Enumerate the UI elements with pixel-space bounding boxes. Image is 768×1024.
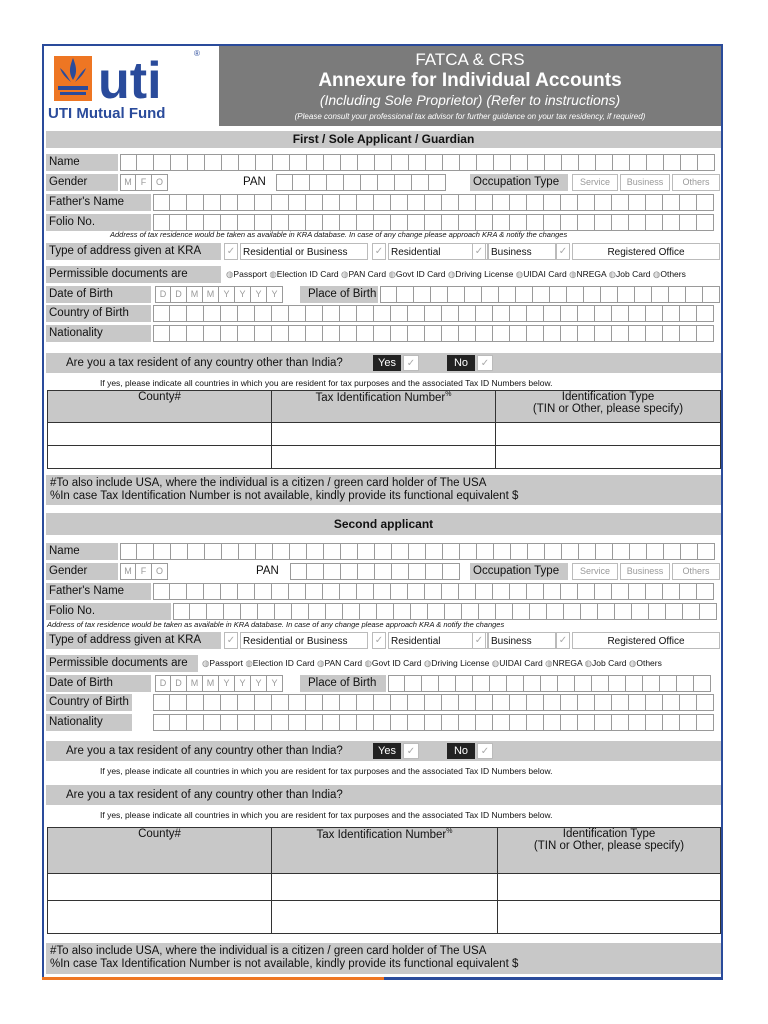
s2-addr-chk4[interactable]: ✓: [556, 632, 570, 649]
logo-wordmark: uti: [98, 52, 162, 110]
doc-election: Election ID Card: [276, 269, 339, 279]
s2-row2-tin[interactable]: [272, 901, 498, 934]
s1-perm-label: Permissible documents are: [46, 266, 221, 283]
s2-addr-chk1[interactable]: ✓: [224, 632, 238, 649]
s2-folio-label: Folio No.: [46, 603, 171, 620]
s1-addr-chk1[interactable]: ✓: [224, 243, 238, 260]
registered-mark: ®: [194, 49, 200, 58]
s1-doc-list: ◍Passport ◍Election ID Card ◍PAN Card ◍Govt ID Card ◍Driving License ◍UIDAI Card ◍NREGA ◍Job Card ◍Others: [226, 269, 686, 279]
s2-cob-label: Country of Birth: [46, 694, 132, 711]
s2-addr-bus: Business: [488, 632, 556, 649]
s2-addr-chk3[interactable]: ✓: [472, 632, 486, 649]
s2-row1-tin[interactable]: [272, 874, 498, 901]
s2-pob-label: Place of Birth: [300, 675, 386, 692]
s2-name-label: Name: [46, 543, 118, 560]
s2-ifyes-repeat: If yes, please indicate all countries in which you are resident for tax purposes and the associated Tax ID Numbers below.: [100, 810, 553, 820]
s1-dob-label: Date of Birth: [46, 286, 151, 303]
s2-gender-label: Gender: [46, 563, 118, 580]
s1-notes: [46, 475, 721, 505]
s1-occ-service[interactable]: Service: [572, 174, 618, 191]
s1-row2-type[interactable]: [496, 446, 721, 469]
s1-row2-tin[interactable]: [272, 446, 496, 469]
doc-pan: PAN Card: [348, 269, 387, 279]
s1-occupation-label: Occupation Type: [470, 174, 568, 191]
s1-addr-bus: Business: [488, 243, 556, 260]
section1-title: First / Sole Applicant / Guardian: [46, 131, 721, 148]
s1-cob-field[interactable]: [153, 305, 714, 322]
s1-tin-table: [47, 390, 721, 469]
s1-addr-chk3[interactable]: ✓: [472, 243, 486, 260]
s2-occ-service[interactable]: Service: [572, 563, 618, 580]
s2-nationality-field[interactable]: [153, 714, 714, 731]
s2-yes-check[interactable]: ✓: [403, 743, 419, 759]
s1-addr-chk4[interactable]: ✓: [556, 243, 570, 260]
s1-row1-type[interactable]: [496, 423, 721, 446]
s1-row1-tin[interactable]: [272, 423, 496, 446]
s1-pan-label: PAN: [243, 176, 266, 188]
gender-f[interactable]: F: [136, 174, 152, 191]
s1-addr-res-bus: Residential or Business: [240, 243, 368, 260]
s2-ifyes: If yes, please indicate all countries in which you are resident for tax purposes and the associated Tax ID Numbers below.: [100, 766, 553, 776]
s2-occ-business[interactable]: Business: [620, 563, 670, 580]
s1-name-field[interactable]: [120, 154, 715, 171]
s2-pob-field[interactable]: [388, 675, 711, 692]
s1-cob-label: Country of Birth: [46, 305, 151, 322]
s1-col-tin: Tax Identification Number%: [272, 391, 496, 423]
s1-father-field[interactable]: [153, 194, 714, 211]
bottom-stripe-blue: [384, 977, 723, 980]
s1-dob-field[interactable]: D D M M Y Y Y Y: [155, 286, 283, 303]
s2-father-label: Father's Name: [46, 583, 151, 600]
s1-yes-label: Yes: [373, 355, 401, 371]
s1-folio-label: Folio No.: [46, 214, 151, 231]
s2-row2-type[interactable]: [498, 901, 721, 934]
bottom-stripe-orange: [42, 977, 384, 980]
doc-govt: Govt ID Card: [395, 269, 446, 279]
s2-yes-label: Yes: [373, 743, 401, 759]
s1-gender-field[interactable]: [120, 174, 168, 191]
s1-addr-label: Type of address given at KRA: [46, 243, 221, 260]
form-header: [219, 46, 721, 126]
s1-pan-field[interactable]: [276, 174, 446, 191]
s2-gender-field[interactable]: M F O: [120, 563, 168, 580]
gender-m[interactable]: M: [120, 174, 136, 191]
s2-col-idtype: Identification Type (TIN or Other, please specify): [498, 828, 721, 874]
s1-father-label: Father's Name: [46, 194, 151, 211]
s1-occ-business[interactable]: Business: [620, 174, 670, 191]
s2-notes: [46, 943, 721, 974]
s1-ifyes: If yes, please indicate all countries in which you are resident for tax purposes and the associated Tax ID Numbers below.: [100, 378, 553, 388]
s2-addr-reg: Registered Office: [572, 632, 720, 649]
s2-tax-question-repeat: Are you a tax resident of any country other than India?: [46, 785, 721, 805]
s2-occupation-label: Occupation Type: [470, 563, 568, 580]
s1-occ-others[interactable]: Others: [672, 174, 720, 191]
s1-pob-label: Place of Birth: [300, 286, 378, 303]
s1-row1-country[interactable]: [48, 423, 272, 446]
s2-dob-field[interactable]: D D M M Y Y Y Y: [155, 675, 283, 692]
s2-folio-field[interactable]: [173, 603, 717, 620]
s1-note1: #To also include USA, where the individual is a citizen / green card holder of The USA: [50, 477, 487, 489]
s1-tax-question: Are you a tax resident of any country other than India?: [46, 353, 721, 373]
s2-addr-chk2[interactable]: ✓: [372, 632, 386, 649]
s2-addr-res: Residential: [388, 632, 488, 649]
s1-nationality-label: Nationality: [46, 325, 151, 342]
s2-addr-label: Type of address given at KRA: [46, 632, 221, 649]
s2-row1-type[interactable]: [498, 874, 721, 901]
s2-note1: #To also include USA, where the individual is a citizen / green card holder of The USA: [50, 945, 487, 957]
doc-job: Job Card: [616, 269, 651, 279]
uti-logo: [46, 46, 218, 126]
doc-nrega: NREGA: [576, 269, 607, 279]
header-instructions: (Including Sole Proprietor) (Refer to instructions): [319, 92, 621, 108]
s2-dob-label: Date of Birth: [46, 675, 151, 692]
s2-perm-label: Permissible documents are: [46, 655, 198, 672]
s2-pan-label: PAN: [256, 565, 279, 577]
s1-col-idtype: Identification Type (TIN or Other, please specify): [496, 391, 721, 423]
s2-col-tin: Tax Identification Number%: [272, 828, 498, 874]
s2-pan-field[interactable]: [290, 563, 460, 580]
s2-doc-list: ◍Passport ◍Election ID Card ◍PAN Card ◍Govt ID Card ◍Driving License ◍UIDAI Card ◍NREGA ◍Job Card ◍Others: [202, 658, 662, 668]
s2-cob-field[interactable]: [153, 694, 714, 711]
s2-tax-question: Are you a tax resident of any country other than India?: [46, 741, 721, 761]
section2-title: Second applicant: [46, 513, 721, 535]
s1-addr-res: Residential: [388, 243, 488, 260]
s1-name-label: Name: [46, 154, 118, 171]
s1-kra-note: Address of tax residence would be taken as available in KRA database. In case of any change please approach KRA & notify the changes: [110, 230, 568, 239]
s1-folio-field[interactable]: [153, 214, 714, 231]
s2-tin-table: [47, 827, 721, 934]
s1-no-check[interactable]: ✓: [477, 355, 493, 371]
s1-note2: %In case Tax Identification Number is not available, kindly provide its functional equivalent $: [50, 490, 519, 502]
s2-father-field[interactable]: [153, 583, 714, 600]
s2-occ-others[interactable]: Others: [672, 563, 720, 580]
s1-no-label: No: [447, 355, 475, 371]
s2-no-label: No: [447, 743, 475, 759]
s2-col-country: County#: [48, 828, 272, 874]
s1-col-country: County#: [48, 391, 272, 423]
doc-driving: Driving License: [455, 269, 514, 279]
s1-gender-label: Gender: [46, 174, 118, 191]
s2-row1-country[interactable]: [48, 874, 272, 901]
doc-uidai: UIDAI Card: [523, 269, 567, 279]
s2-row2-country[interactable]: [48, 901, 272, 934]
header-subtitle: Annexure for Individual Accounts: [318, 70, 622, 91]
logo-name: UTI Mutual Fund: [48, 105, 166, 122]
s1-row2-country[interactable]: [48, 446, 272, 469]
s1-pob-field[interactable]: [380, 286, 720, 303]
header-note: (Please consult your professional tax advisor for further guidance on your tax residency, if required): [294, 112, 646, 121]
s1-yes-check[interactable]: ✓: [403, 355, 419, 371]
gender-o[interactable]: O: [152, 174, 168, 191]
doc-passport: Passport: [233, 269, 267, 279]
doc-others: Others: [660, 269, 686, 279]
s2-addr-res-bus: Residential or Business: [240, 632, 368, 649]
s2-note2: %In case Tax Identification Number is not available, kindly provide its functional equivalent $: [50, 958, 519, 970]
s2-nationality-label: Nationality: [46, 714, 132, 731]
s2-no-check[interactable]: ✓: [477, 743, 493, 759]
s1-addr-reg: Registered Office: [572, 243, 720, 260]
header-title: FATCA & CRS: [415, 50, 525, 69]
s2-kra-note: Address of tax residence would be taken as available in KRA database. In case of any change please approach KRA & notify the changes: [47, 620, 505, 629]
s2-name-field[interactable]: [120, 543, 715, 560]
s1-nationality-field[interactable]: [153, 325, 714, 342]
s1-addr-chk2[interactable]: ✓: [372, 243, 386, 260]
